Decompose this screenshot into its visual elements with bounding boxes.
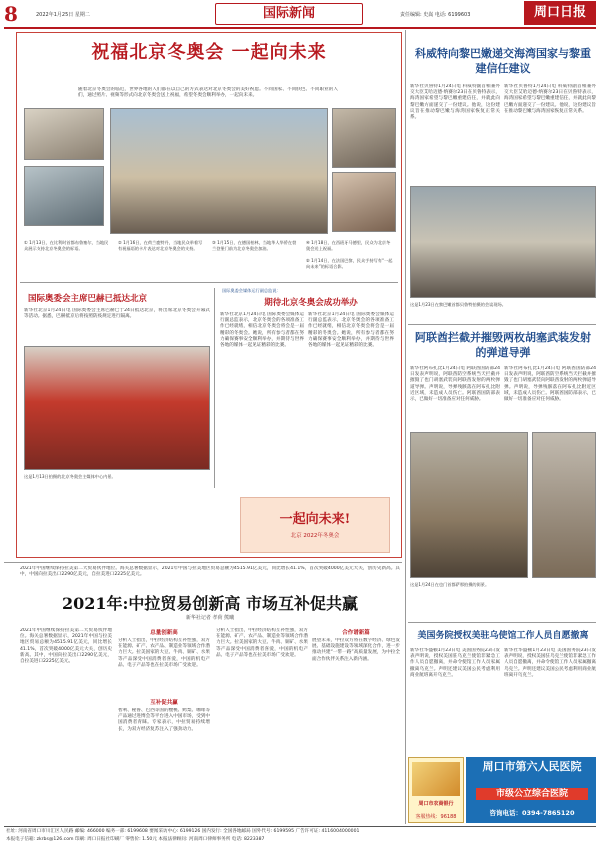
divider: [20, 282, 398, 283]
badge-title: 一起向未来!: [279, 512, 351, 527]
kuwait-body-1: 新华社贝鲁特1月24日电 科威特副首相兼外交大臣艾哈迈德·纳赛尔23日在贝鲁特表示，海湾国家希望与黎巴嫩重建信任，并就此向黎巴嫩方面递交了一份建议。他说，这份建议旨在推动黎巴嫩与海湾国家恢复正常关系。: [410, 84, 500, 121]
photo-beirut: [410, 186, 596, 298]
section-head-3: 合作谱新篇: [342, 630, 370, 636]
caption-sanaa: 这是1月24日在也门首都萨那拍摄的街景。: [410, 582, 490, 587]
feature-headline: 祝福北京冬奥会 一起向未来: [91, 42, 327, 63]
usa-body-1: 新华社华盛顿1月23日电 美国国务院23日发表声明说，授权美国驻乌克兰使馆非紧急工作人员自愿撤离，并命令使馆工作人员家属撤离乌克兰。声明还建议美国公民考虑利用商业航班离开乌克兰。: [410, 648, 500, 678]
feature-lead: 随着北京冬奥会的临近，世界各地的人们都在以自己的方式表达对北京冬奥会的美好祝愿。不同国家、不同肤色、不同职业的人们，通过照片、视频等形式向北京冬奥会送上祝福，希望冬奥会顺利举办，一起向未来。: [78, 87, 338, 99]
paper-logo: 周口日报: [524, 1, 596, 25]
kuwait-headline: 科威特向黎巴嫩递交海湾国家与黎重建信任建议: [415, 47, 591, 75]
trade-col-2: 分析人士指出，中拉经济结构互补性强，双方在能源、矿产、农产品、制造业等领域合作潜力巨大。拉美国家的大豆、牛肉、铜矿、水果等产品深受中国消费者喜爱，中国的机电产品、电子产品等也在拉美市场广受欢迎。: [118, 638, 210, 668]
header-rule: [4, 27, 596, 29]
caption-media-center: 这是1月13日拍摄的北京冬奥会主媒体中心内景。: [24, 474, 116, 479]
caption-4: ④ 1月18日，在西班牙马德里，民众为北京冬奥会送上祝福。: [306, 240, 391, 251]
photo-media-center: [24, 346, 210, 470]
trade-headline: 2021年:中拉贸易创新高 市场互补促共赢: [61, 594, 358, 613]
caption-beirut: 这是1月23日在黎巴嫩首都贝鲁特拍摄的会谈现场。: [410, 302, 506, 307]
photo-berlin: [110, 108, 328, 234]
section-title: 国际新闻: [215, 3, 363, 25]
section-head-2: 互补促共赢: [150, 700, 178, 706]
footer-line-1: 社址: 河南省周口市川汇区人民路 邮编: 466000 编务一部: 6199608 要闻采访中心: 6199126 国内发行: 全国各地邮局 国外代号: 6199595 广告许可证: 4116004000001: [6, 829, 360, 834]
trade-col-1: 2021年中国继续保持拉美第二大贸易伙伴地位。海关总署数据显示，2021年中国与拉美地区贸易总额为4515.91亿美元，同比增长41.1%，首次突破4000亿美元大关，创历史新高。其中，中国向拉美出口2290亿美元，自拉美进口2225亿美元。: [20, 628, 112, 665]
divider: [214, 288, 215, 488]
photo-rotterdam: [24, 166, 104, 226]
photo-madrid: [332, 108, 396, 168]
section-head-1: 总量创新高: [150, 630, 178, 636]
bank-ad-title: 周口市农商银行: [418, 801, 454, 807]
photo-paris: [332, 172, 396, 232]
photo-sanaa-2: [532, 432, 596, 578]
editor-info: 责任编辑: 史嵩 电话: 6199603: [400, 12, 471, 18]
footer-rule: [4, 826, 596, 827]
trade-col-3: 分析人士指出，中拉经济结构互补性强，双方在能源、矿产、农产品、制造业等领域合作潜力巨大。拉美国家的大豆、牛肉、铜矿、水果等产品深受中国消费者喜爱，中国的机电产品、电子产品等也在拉美市场广受欢迎。: [216, 628, 308, 658]
photo-brussels: [24, 108, 104, 160]
iom-headline: 期待北京冬奥会成功举办: [264, 298, 358, 308]
usa-body-2: 新华社华盛顿1月23日电 美国国务院23日发表声明说，授权美国驻乌克兰使馆非紧急工作人员自愿撤离，并命令使馆工作人员家属撤离乌克兰。声明还建议美国公民考虑利用商业航班离开乌克兰。: [504, 648, 596, 678]
hospital-ad-subtitle: 市级公立综合医院: [476, 788, 588, 800]
iom-body-2: 新华社北京1月24日电 国际奥委会媒体运行副总监表示，北京冬奥会的各项准备工作已经就绪，相信北京冬奥会将会是一届精彩的冬奥会。她说，所有参与者都在努力确保赛事安全顺利举办，并期待与世界各地的媒体一起见证精彩的比赛。: [308, 312, 394, 349]
bank-ad-image: [412, 762, 460, 796]
photo-sanaa-1: [410, 432, 528, 578]
caption-1: ① 1月13日，在比利时首都布鲁塞尔，当地民众展示支持北京冬奥会的标语。: [24, 240, 109, 251]
trade-byline: 新华社记者 孝荷 熊曦: [185, 615, 235, 621]
footer-line-2: 本报电子信箱: zkrbs@126.com 印刷: 周口日报社印刷厂 零售价: 1.50元 本报法律顾问: 河南周口律师事务所 电话: 8223387: [6, 837, 265, 842]
caption-3: ③ 1月15日，在德国柏林，当地华人华侨在勃兰登堡门前为北京冬奥会加油。: [212, 240, 297, 251]
uae-body-2: 新华社阿布扎比1月24日电 阿联酋国防部24日发表声明说，阿联酋防空系统当天拦截并摧毁了也门胡塞武装向阿联酋发射的两枚弹道导弹。声明说，导弹残骸落在阿布扎比附近区域，未造成人员伤亡。阿联酋国防部表示，已做好一切准备应对任何威胁。: [504, 366, 596, 403]
usa-headline: 美国务院授权美驻乌使馆工作人员自愿撤离: [417, 631, 589, 641]
uae-body-1: 新华社阿布扎比1月24日电 阿联酋国防部24日发表声明说，阿联酋防空系统当天拦截并摧毁了也门胡塞武装向阿联酋发射的两枚弹道导弹。声明说，导弹残骸落在阿布扎比附近区域，未造成人员伤亡。阿联酋国防部表示，已做好一切准备应对任何威胁。: [410, 366, 500, 403]
caption-2: ② 1月16日，在荷兰鹿特丹，当地民众举着写有祝福语的卡片表达对北京冬奥会的支持。: [118, 240, 203, 251]
bank-ad-tel: 客服热线：96188: [415, 814, 457, 820]
olympics-badge: [240, 497, 390, 553]
badge-subtitle: 北京 2022年冬奥会: [290, 533, 340, 539]
caption-5: ⑤ 1月14日，在法国巴黎，民众手持写有“一起向未来”的标语合影。: [306, 258, 393, 269]
trade-col-4: 展望未来，中拉双方将在数字经济、绿色发展、基础设施建设等领域深化合作，进一步推动共建“一带一路”高质量发展，为中拉全面合作伙伴关系注入新内涵。: [312, 638, 400, 662]
page-number: 8: [4, 2, 18, 26]
trade-intro: 2021年中国继续保持拉美第二大贸易伙伴地位。海关总署数据显示，2021年中国与拉美地区贸易总额为4515.91亿美元，同比增长41.1%，首次突破4000亿美元大关，创历史新高。其中，中国向拉美出口2290亿美元，自拉美进口2225亿美元。: [20, 566, 400, 578]
trade-col-2b: 智利、秘鲁、巴西等国的樱桃、鳄梨、咖啡等产品通过进博会等平台进入中国市场，受到中国消费者青睐。专家表示，中拉贸易持续增长，为双方经济复苏注入了强劲动力。: [118, 708, 210, 732]
iom-kicker: 国际奥委会媒体运行副总监说：: [222, 288, 281, 293]
divider: [408, 324, 596, 325]
divider: [408, 622, 596, 623]
uae-headline: 阿联酋拦截并摧毁两枚胡塞武装发射的弹道导弹: [415, 331, 591, 359]
divider: [4, 562, 402, 563]
iom-body-1: 新华社北京1月24日电 国际奥委会媒体运行副总监表示，北京冬奥会的各项准备工作已经就绪，相信北京冬奥会将会是一届精彩的冬奥会。她说，所有参与者都在努力确保赛事安全顺利举办，并期待与世界各地的媒体一起见证精彩的比赛。: [220, 312, 304, 349]
bach-body: 新华社北京1月24日电 国际奥委会主席巴赫已于24日抵达北京，将出席北京冬奥会开幕式等活动。据悉，巴赫抵京后将按照防疫规定进行隔离。: [24, 308, 210, 320]
column-divider: [405, 30, 406, 824]
issue-date: 2022年1月25日 星期二: [36, 12, 90, 18]
hospital-ad-tel: 咨询电话：0394-7865120: [489, 809, 575, 817]
hospital-ad-title: 周口市第六人民医院: [482, 760, 582, 773]
bach-headline: 国际奥委会主席巴赫已抵达北京: [28, 294, 148, 304]
kuwait-body-2: 新华社贝鲁特1月24日电 科威特副首相兼外交大臣艾哈迈德·纳赛尔23日在贝鲁特表示，海湾国家希望与黎巴嫩重建信任，并就此向黎巴嫩方面递交了一份建议。他说，这份建议旨在推动黎巴嫩与海湾国家恢复正常关系。: [504, 84, 596, 114]
